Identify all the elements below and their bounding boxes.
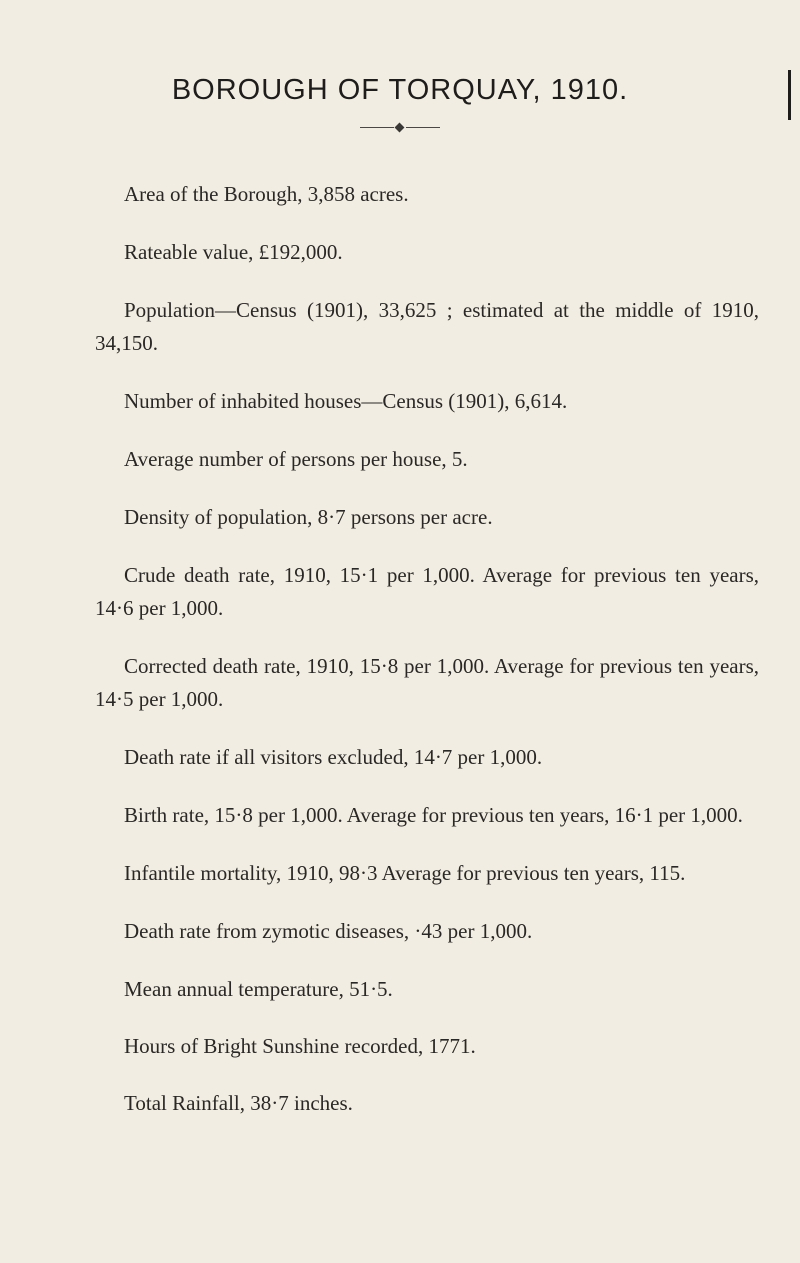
- statistics-list: [95, 178, 759, 1144]
- stat-zymotic-death-rate: Death rate from zymotic diseases, ·43 per 1,000.: [124, 919, 533, 943]
- stat-infantile-mortality: Infantile mortality, 1910, 98·3 Average for previous ten years, 115.: [124, 861, 686, 885]
- stat-persons-per-house: Average number of persons per house, 5.: [124, 447, 468, 471]
- stat-corrected-death-rate: Corrected death rate, 1910, 15·8 per 1,000. Average for previous ten years, 14·5 per 1,000.: [95, 654, 759, 711]
- page-title: BOROUGH OF TORQUAY, 1910.: [171, 74, 629, 106]
- title-ornament: [360, 123, 440, 133]
- stat-death-rate-excl-visitors: Death rate if all visitors excluded, 14·7 per 1,000.: [124, 745, 543, 769]
- stat-birth-rate: Birth rate, 15·8 per 1,000. Average for previous ten years, 16·1 per 1,000.: [124, 803, 743, 827]
- ornament-rule-right: [406, 127, 440, 128]
- stat-inhabited-houses: Number of inhabited houses—Census (1901), 6,614.: [124, 389, 568, 413]
- stat-area: Area of the Borough, 3,858 acres.: [124, 182, 409, 206]
- stat-crude-death-rate: Crude death rate, 1910, 15·1 per 1,000. Average for previous ten years, 14·6 per 1,000.: [95, 563, 759, 620]
- page-edge-mark: [788, 70, 791, 120]
- ornament-rule-left: [360, 127, 394, 128]
- diamond-ornament-icon: [395, 123, 405, 133]
- stat-density: Density of population, 8·7 persons per acre.: [124, 505, 493, 529]
- stat-population: Population—Census (1901), 33,625 ; estimated at the middle of 1910, 34,150.: [95, 298, 759, 355]
- stat-sunshine-hours: Hours of Bright Sunshine recorded, 1771.: [124, 1034, 476, 1058]
- stat-rainfall: Total Rainfall, 38·7 inches.: [124, 1091, 353, 1115]
- stat-mean-temperature: Mean annual temperature, 51·5.: [124, 977, 393, 1001]
- stat-rateable-value: Rateable value, £192,000.: [124, 240, 343, 264]
